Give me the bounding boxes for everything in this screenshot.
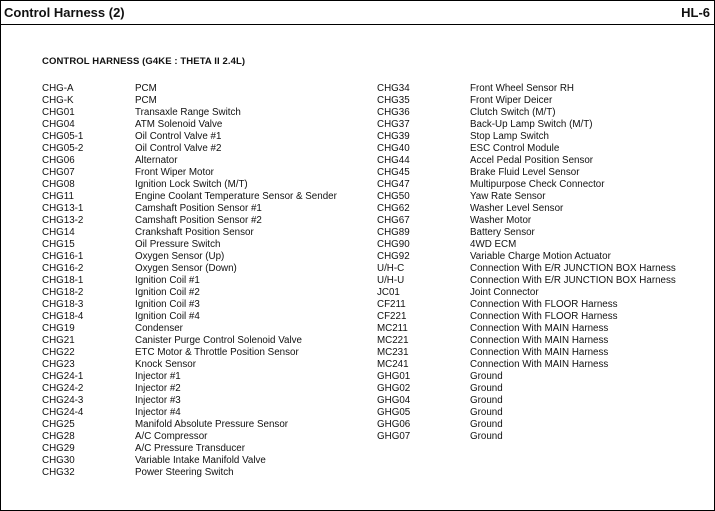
connector-code: CHG35 (377, 95, 410, 106)
connector-description: Condenser (135, 323, 183, 334)
connector-description: Ground (470, 371, 503, 382)
connector-code: MC231 (377, 347, 409, 358)
connector-code: CHG92 (377, 251, 410, 262)
connector-description: Connection With E/R JUNCTION BOX Harness (470, 263, 676, 274)
connector-description: Power Steering Switch (135, 467, 234, 478)
connector-description: Injector #2 (135, 383, 181, 394)
connector-description: A/C Pressure Transducer (135, 443, 245, 454)
connector-description: Clutch Switch (M/T) (470, 107, 556, 118)
connector-description: Camshaft Position Sensor #2 (135, 215, 262, 226)
connector-description: Knock Sensor (135, 359, 196, 370)
connector-code: GHG04 (377, 395, 411, 406)
connector-description: Washer Motor (470, 215, 532, 226)
connector-code: CHG24-1 (42, 371, 84, 382)
connector-code: MC221 (377, 335, 409, 346)
connector-description: Multipurpose Check Connector (470, 179, 605, 190)
connector-description: Injector #1 (135, 371, 181, 382)
connector-code: CHG19 (42, 323, 75, 334)
connector-description: Oxygen Sensor (Down) (135, 263, 237, 274)
connector-description: Oil Control Valve #2 (135, 143, 222, 154)
connector-code: GHG07 (377, 431, 411, 442)
connector-code: MC211 (377, 323, 408, 334)
connector-code: CHG18-1 (42, 275, 84, 286)
connector-description: Yaw Rate Sensor (470, 191, 546, 202)
connector-code: CHG18-3 (42, 299, 84, 310)
connector-code: CHG-K (42, 95, 74, 106)
connector-code: CHG47 (377, 179, 410, 190)
connector-code: CHG05-2 (42, 143, 84, 154)
connector-code: CHG18-4 (42, 311, 84, 322)
connector-description: Alternator (135, 155, 178, 166)
connector-code: CHG37 (377, 119, 410, 130)
connector-description: Connection With FLOOR Harness (470, 311, 618, 322)
connector-description: PCM (135, 95, 157, 106)
connector-description: Front Wheel Sensor RH (470, 83, 574, 94)
connector-code: CHG01 (42, 107, 75, 118)
connector-description: Connection With MAIN Harness (470, 323, 609, 334)
connector-code: CHG13-2 (42, 215, 84, 226)
connector-code: CHG13-1 (42, 203, 84, 214)
connector-description: ATM Solenoid Valve (135, 119, 223, 130)
connector-description: Ignition Lock Switch (M/T) (135, 179, 248, 190)
connector-description: Joint Connector (470, 287, 539, 298)
connector-description: PCM (135, 83, 157, 94)
connector-description: Engine Coolant Temperature Sensor & Sender (135, 191, 337, 202)
connector-code: CHG24-3 (42, 395, 84, 406)
connector-code: CHG90 (377, 239, 410, 250)
connector-description: ESC Control Module (470, 143, 560, 154)
connector-code: JC01 (377, 287, 400, 298)
connector-code: GHG01 (377, 371, 411, 382)
connector-code: GHG06 (377, 419, 411, 430)
connector-description: Ignition Coil #2 (135, 287, 200, 298)
connector-code: CHG24-2 (42, 383, 84, 394)
connector-description: ETC Motor & Throttle Position Sensor (135, 347, 299, 358)
connector-code: CHG06 (42, 155, 75, 166)
connector-code: CHG40 (377, 143, 410, 154)
connector-code: CHG32 (42, 467, 75, 478)
connector-description: Ignition Coil #4 (135, 311, 200, 322)
connector-code: CHG16-1 (42, 251, 84, 262)
connector-description: Crankshaft Position Sensor (135, 227, 254, 238)
connector-code: CHG44 (377, 155, 410, 166)
connector-description: Connection With MAIN Harness (470, 359, 609, 370)
connector-description: Transaxle Range Switch (135, 107, 241, 118)
connector-code: CHG08 (42, 179, 75, 190)
connector-code: CHG14 (42, 227, 75, 238)
connector-code: CHG28 (42, 431, 75, 442)
connector-description: Accel Pedal Position Sensor (470, 155, 594, 166)
connector-code: CHG45 (377, 167, 410, 178)
connector-code: U/H-U (377, 275, 405, 286)
connector-code: GHG05 (377, 407, 411, 418)
connector-code: CHG16-2 (42, 263, 84, 274)
connector-description: Oil Control Valve #1 (135, 131, 222, 142)
connector-description: Battery Sensor (470, 227, 535, 238)
connector-code: CF211 (377, 299, 406, 310)
connector-code: CHG22 (42, 347, 75, 358)
connector-code: GHG02 (377, 383, 411, 394)
connector-description: Connection With FLOOR Harness (470, 299, 618, 310)
connector-code: CHG50 (377, 191, 410, 202)
connector-code: CHG34 (377, 83, 410, 94)
connector-code: CHG05-1 (42, 131, 84, 142)
connector-description: Ignition Coil #3 (135, 299, 200, 310)
connector-code: CHG62 (377, 203, 410, 214)
page-header (1, 1, 714, 25)
connector-code: U/H-C (377, 263, 405, 274)
page-number: HL-6 (681, 5, 710, 20)
connector-description: Injector #4 (135, 407, 181, 418)
connector-code: CHG-A (42, 83, 74, 94)
connector-code: CHG23 (42, 359, 75, 370)
section-title: CONTROL HARNESS (G4KE : THETA II 2.4L) (42, 56, 246, 67)
connector-description: Front Wiper Deicer (470, 95, 553, 106)
connector-code: CHG07 (42, 167, 75, 178)
connector-description: Ground (470, 407, 503, 418)
connector-description: Connection With E/R JUNCTION BOX Harness (470, 275, 676, 286)
connector-code: CHG30 (42, 455, 75, 466)
connector-description: 4WD ECM (470, 239, 517, 250)
connector-code: CHG21 (42, 335, 75, 346)
connector-code: CHG24-4 (42, 407, 84, 418)
connector-code: CHG39 (377, 131, 410, 142)
connector-description: Camshaft Position Sensor #1 (135, 203, 262, 214)
connector-description: Ground (470, 383, 503, 394)
connector-code: CF221 (377, 311, 407, 322)
connector-description: Ground (470, 395, 503, 406)
connector-description: Front Wiper Motor (135, 167, 214, 178)
connector-description: Washer Level Sensor (470, 203, 564, 214)
connector-description: Brake Fluid Level Sensor (470, 167, 580, 178)
connector-code: CHG15 (42, 239, 75, 250)
connector-code: CHG89 (377, 227, 410, 238)
connector-description: Back-Up Lamp Switch (M/T) (470, 119, 593, 130)
connector-description: Ground (470, 431, 503, 442)
page-title: Control Harness (2) (4, 5, 125, 20)
connector-description: Connection With MAIN Harness (470, 347, 609, 358)
connector-description: Connection With MAIN Harness (470, 335, 609, 346)
connector-description: A/C Compressor (135, 431, 208, 442)
connector-code: CHG29 (42, 443, 75, 454)
connector-description: Canister Purge Control Solenoid Valve (135, 335, 303, 346)
connector-description: Injector #3 (135, 395, 181, 406)
connector-description: Stop Lamp Switch (470, 131, 549, 142)
connector-code: CHG18-2 (42, 287, 84, 298)
connector-description: Variable Intake Manifold Valve (135, 455, 266, 466)
connector-description: Oxygen Sensor (Up) (135, 251, 225, 262)
connector-description: Ground (470, 419, 503, 430)
connector-description: Ignition Coil #1 (135, 275, 200, 286)
connector-code: CHG67 (377, 215, 410, 226)
connector-description: Oil Pressure Switch (135, 239, 221, 250)
connector-code: MC241 (377, 359, 409, 370)
connector-code: CHG25 (42, 419, 75, 430)
connector-code: CHG36 (377, 107, 410, 118)
connector-description: Manifold Absolute Pressure Sensor (135, 419, 289, 430)
connector-code: CHG04 (42, 119, 75, 130)
connector-description: Variable Charge Motion Actuator (470, 251, 611, 262)
connector-code: CHG11 (42, 191, 74, 202)
